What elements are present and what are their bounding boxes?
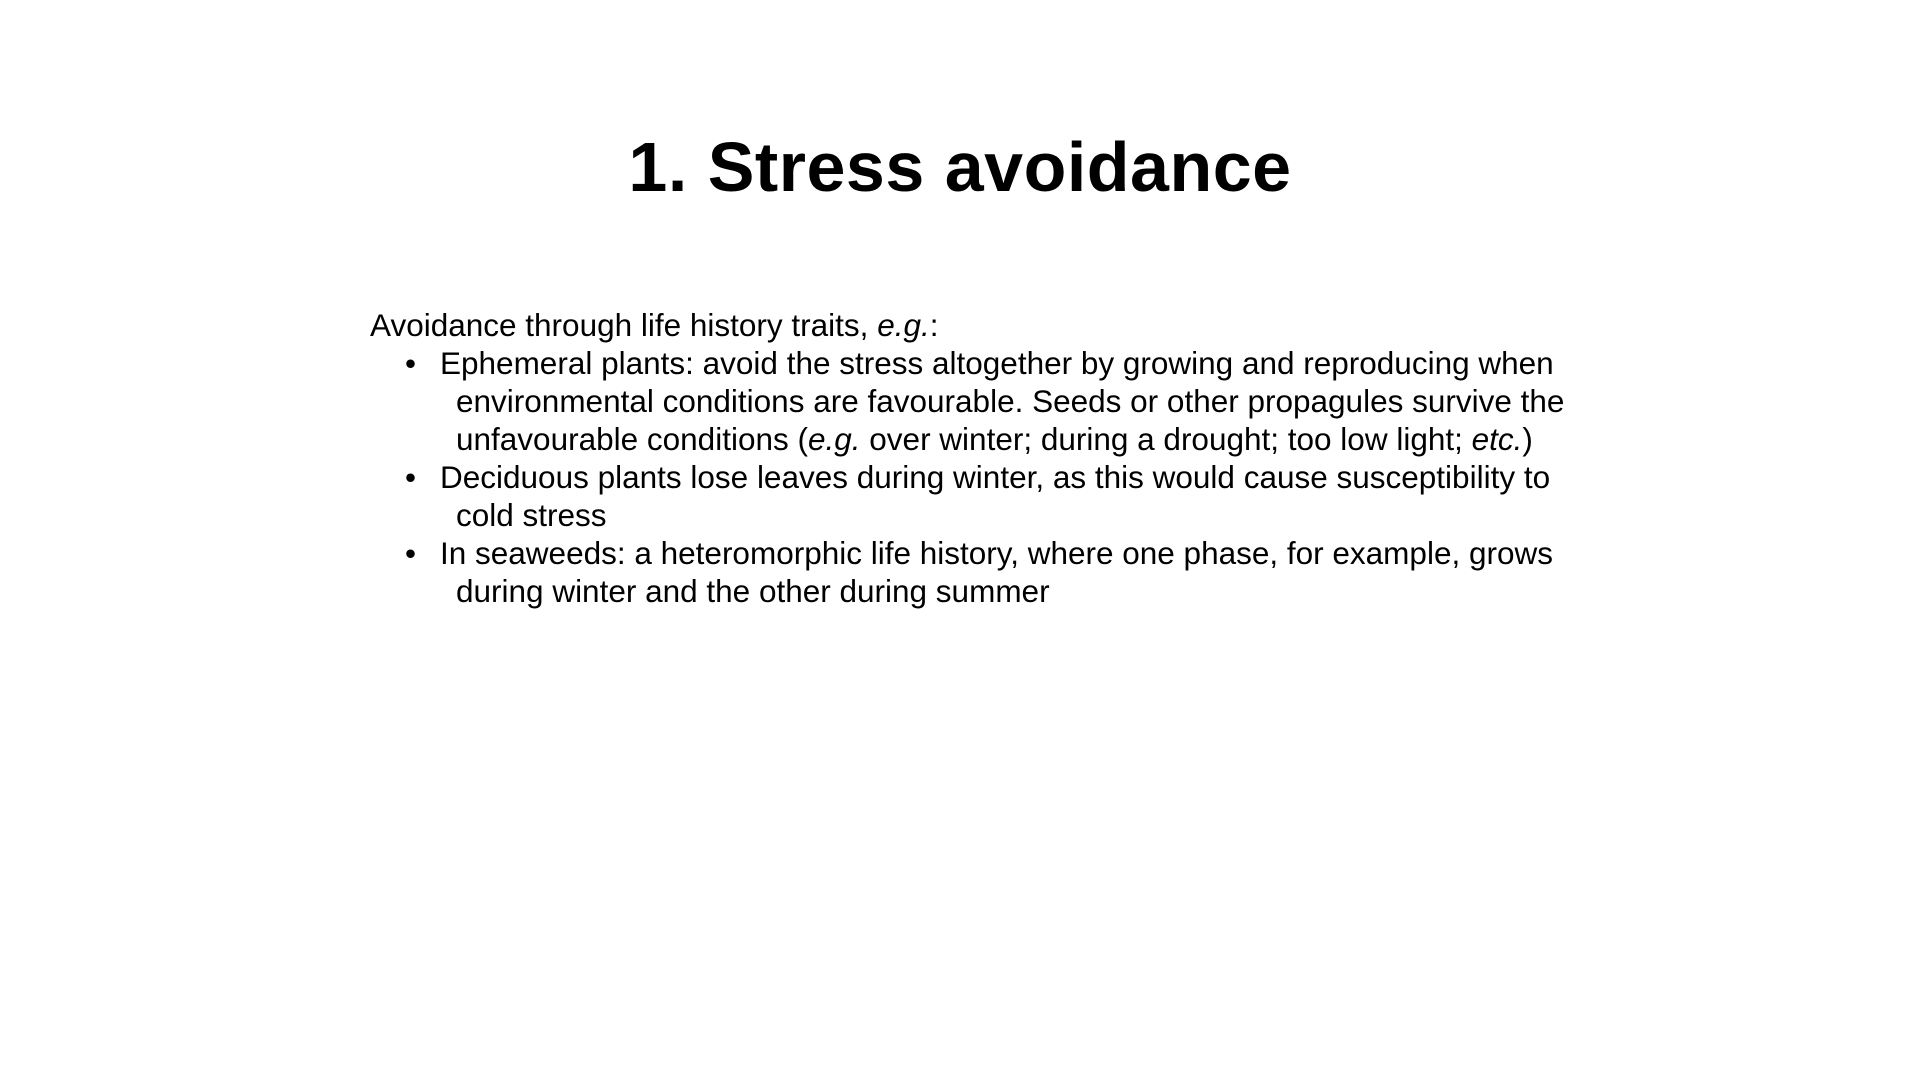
bullet-italic-part: etc. <box>1471 421 1523 457</box>
bullet-text-part: Ephemeral plants: avoid the stress altogether by growing and reproducing when environmental conditions are favourable. Seeds or other propagules survive the unfavourable conditions ( <box>440 345 1565 457</box>
bullet-text-part: ) <box>1522 421 1533 457</box>
intro-line <box>370 306 1570 344</box>
bullet-text-part: over winter; during a drought; too low light; <box>860 421 1472 457</box>
intro-italic: e.g. <box>877 307 930 343</box>
intro-text: Avoidance through life history traits, <box>370 307 878 343</box>
list-item <box>370 458 1570 534</box>
bullet-icon: • <box>405 345 417 381</box>
bullet-icon: • <box>405 535 417 571</box>
intro-suffix: : <box>929 307 939 343</box>
bullet-text: Deciduous plants lose leaves during winter, as this would cause susceptibility to cold stress <box>440 459 1551 533</box>
list-item <box>370 534 1570 610</box>
list-item <box>370 344 1570 458</box>
slide-title: 1. Stress avoidance <box>628 128 1292 206</box>
slide-body <box>370 306 1570 610</box>
bullet-italic-part: e.g. <box>807 421 861 457</box>
bullet-list <box>370 344 1570 610</box>
bullet-icon: • <box>405 459 417 495</box>
bullet-text: In seaweeds: a heteromorphic life history, where one phase, for example, grows during winter and the other during summer <box>440 535 1553 609</box>
